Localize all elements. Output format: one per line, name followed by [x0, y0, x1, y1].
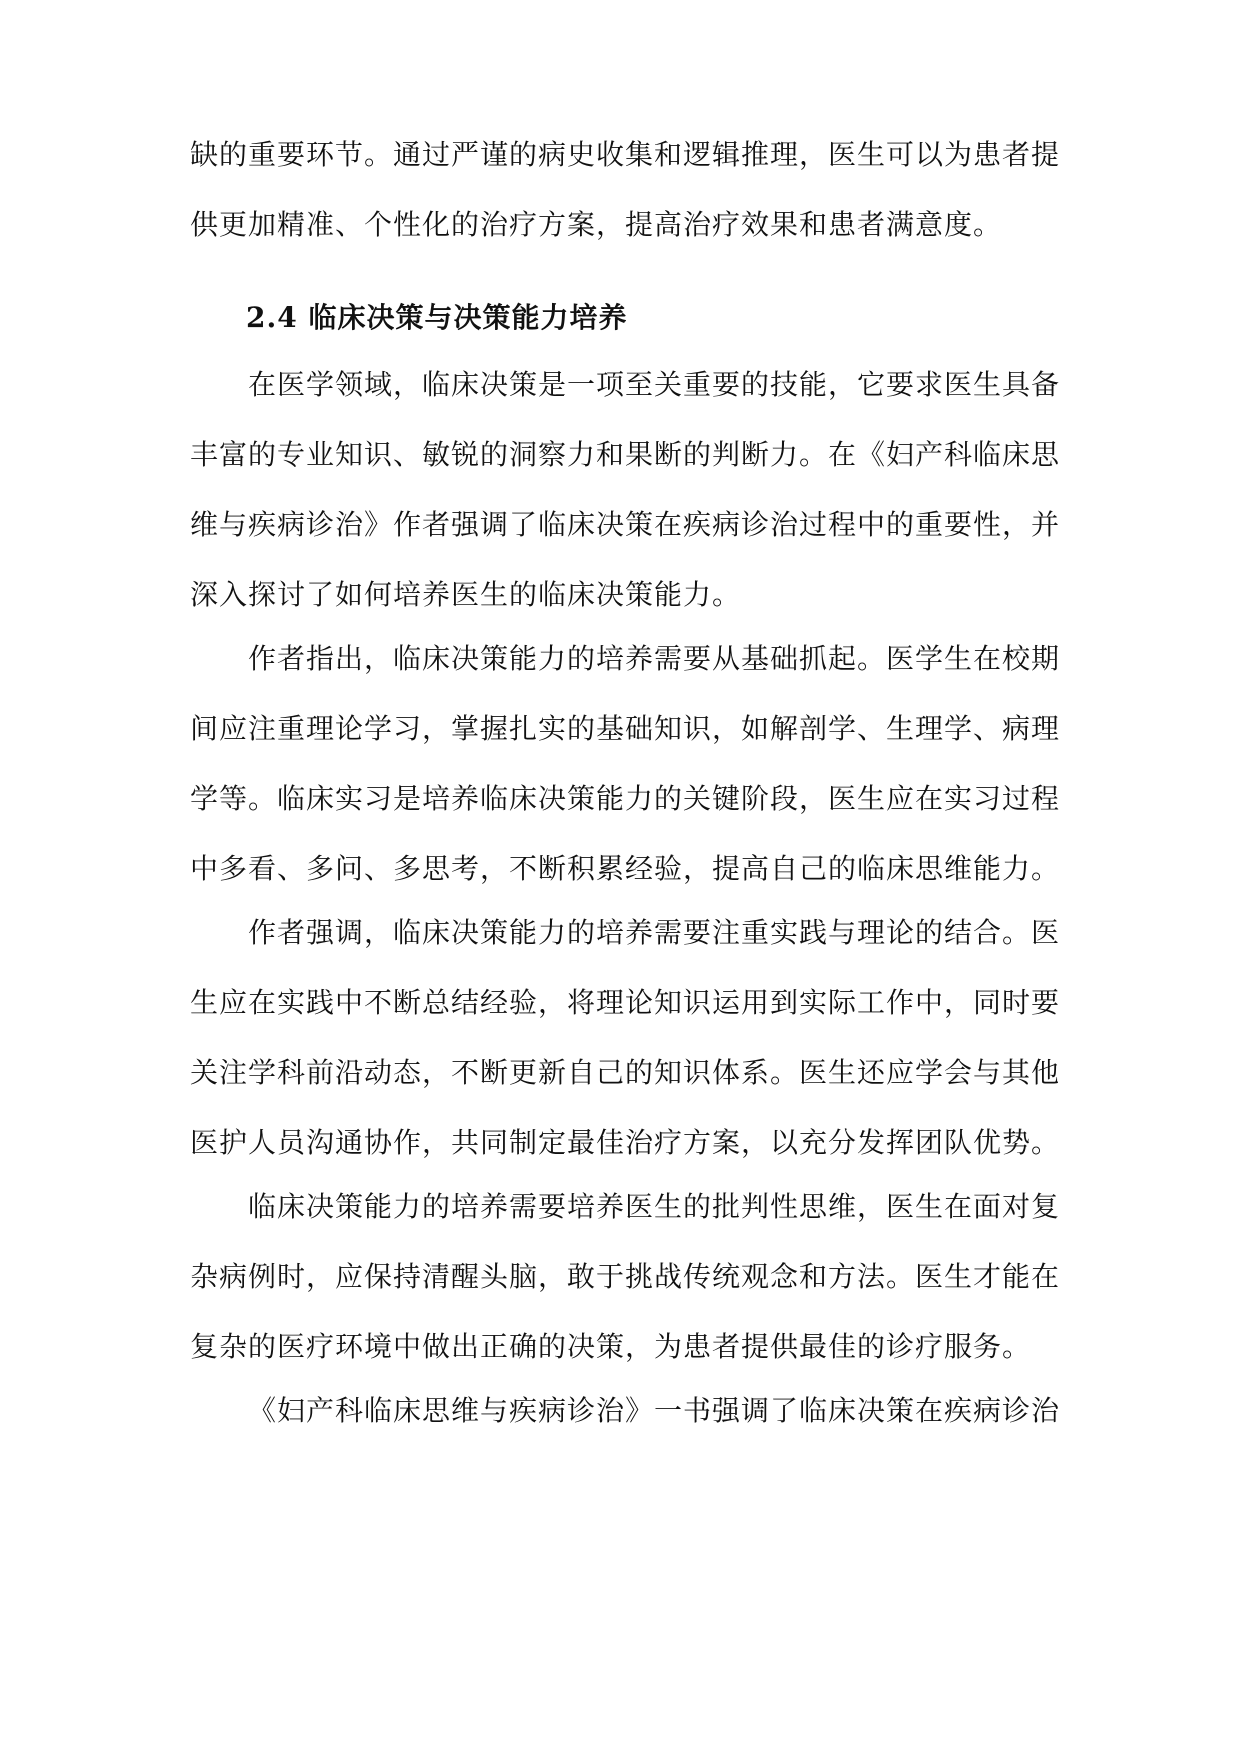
paragraph-practice-theory: 作者强调，临床决策能力的培养需要注重实践与理论的结合。医生应在实践中不断总结经验，将理论知识运用到实际工作中，同时要关注学科前沿动态，不断更新自己的知识体系。医生还应学会与其他医护人员沟通协作，共同制定最佳治疗方案，以充分发挥团队优势。 [190, 916, 1061, 1159]
continuation-paragraph: 缺的重要环节。通过严谨的病史收集和逻辑推理，医生可以为患者提供更加精准、个性化的治疗方案，提高治疗效果和患者满意度。 [190, 138, 1061, 241]
section-heading: 2.4 临床决策与决策能力培养 [246, 301, 628, 334]
paragraph-clinical-decision-intro: 在医学领域，临床决策是一项至关重要的技能，它要求医生具备丰富的专业知识、敏锐的洞察力和果断的判断力。在《妇产科临床思维与疾病诊治》作者强调了临床决策在疾病诊治过程中的重要性，并深入探讨了如何培养医生的临床决策能力。 [190, 368, 1061, 611]
paragraph-critical-thinking: 临床决策能力的培养需要培养医生的批判性思维，医生在面对复杂病例时，应保持清醒头脑，敢于挑战传统观念和方法。医生才能在复杂的医疗环境中做出正确的决策，为患者提供最佳的诊疗服务。 [190, 1190, 1061, 1363]
paragraph-book-summary: 《妇产科临床思维与疾病诊治》一书强调了临床决策在疾病诊治 [248, 1394, 1061, 1427]
paragraph-foundation-training: 作者指出，临床决策能力的培养需要从基础抓起。医学生在校期间应注重理论学习，掌握扎实的基础知识，如解剖学、生理学、病理学等。临床实习是培养临床决策能力的关键阶段，医生应在实习过程中多看、多问、多思考，不断积累经验，提高自己的临床思维能力。 [190, 642, 1061, 885]
